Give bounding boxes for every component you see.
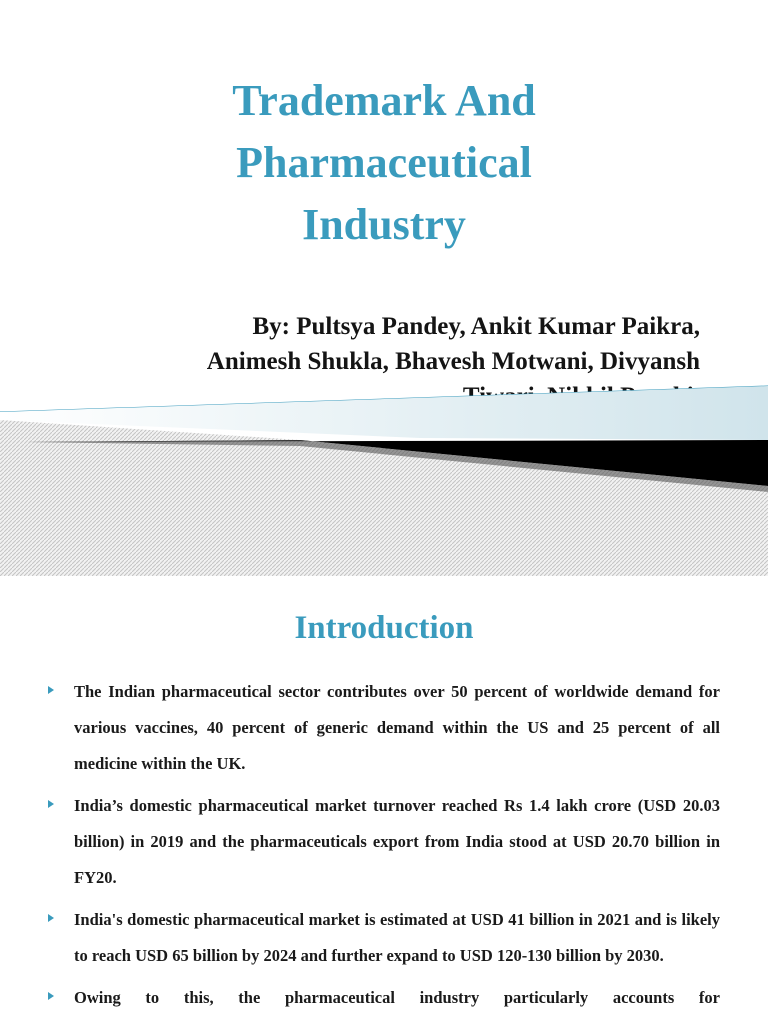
bullet-arrow-icon — [48, 686, 54, 694]
bullet-list — [48, 674, 720, 1022]
bullet-arrow-icon — [48, 914, 54, 922]
bullet-text: India's domestic pharmaceutical market is estimated at USD 41 billion in 2021 and is likely to reach USD 65 billion by 2024 and further expand to USD 120-130 billion by 2030. — [74, 910, 720, 965]
list-item — [48, 980, 720, 1016]
bullet-text: India’s domestic pharmaceutical market turnover reached Rs 1.4 lakh crore (USD 20.03 billion) in 2019 and the pharmaceuticals export from India stood at USD 20.70 billion in FY20. — [74, 796, 720, 887]
authors-line: By: Pultsya Pandey, Ankit Kumar Paikra, — [252, 313, 700, 340]
title-line: Pharmaceutical — [236, 138, 532, 187]
bullet-text: Owing to this, the pharmaceutical industry particularly accounts for — [74, 988, 720, 1007]
introduction-slide — [0, 576, 768, 1024]
section-title: Introduction — [294, 610, 474, 646]
title-line: Industry — [302, 200, 466, 249]
title-line: Trademark And — [232, 76, 536, 125]
list-item — [48, 674, 720, 782]
list-item — [48, 902, 720, 974]
authors-line: Animesh Shukla, Bhavesh Motwani, Divyansh — [206, 348, 700, 375]
list-item — [48, 788, 720, 896]
bullet-text: The Indian pharmaceutical sector contributes over 50 percent of worldwide demand for various vaccines, 40 percent of generic demand within the US and 25 percent of all medicine within the UK. — [74, 682, 720, 773]
bullet-arrow-icon — [48, 992, 54, 1000]
slide-title — [0, 70, 768, 256]
decorative-band — [0, 380, 768, 576]
bullet-arrow-icon — [48, 800, 54, 808]
